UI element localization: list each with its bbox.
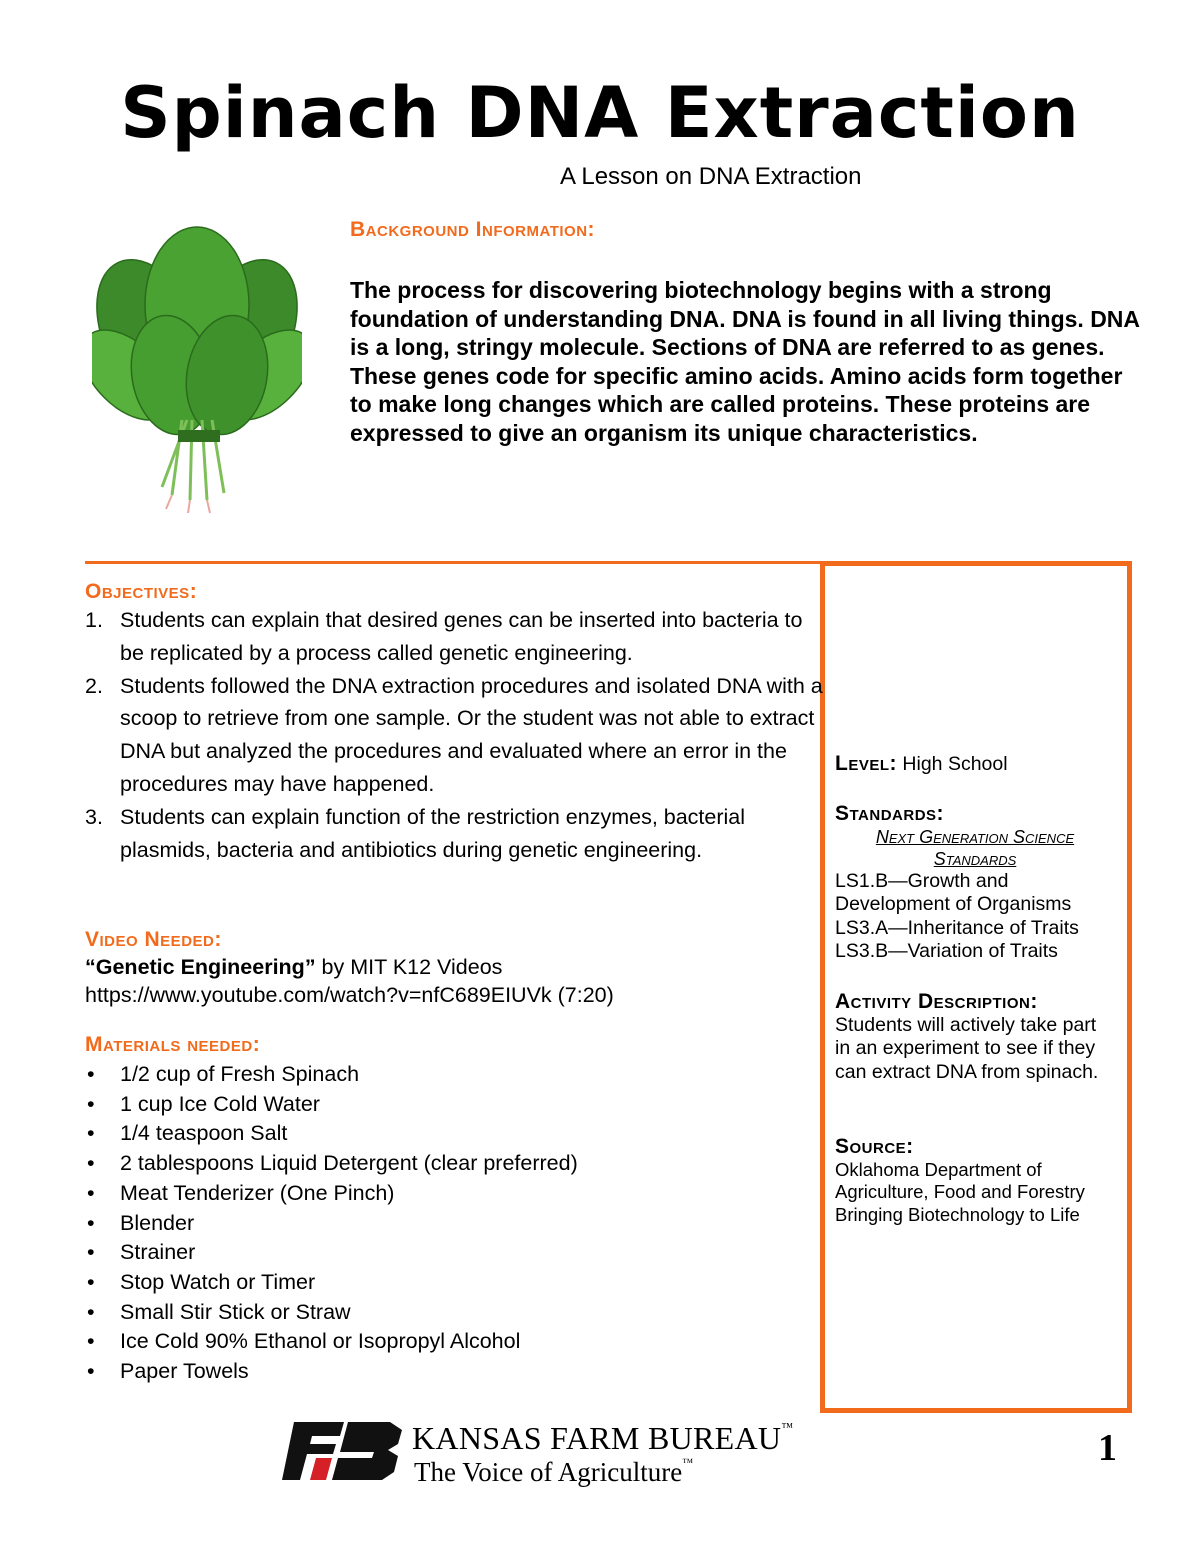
- material-item: [85, 1209, 578, 1239]
- objective-number: 3.: [85, 804, 103, 829]
- source-line: Oklahoma Department of Agriculture, Food and Forestry: [835, 1158, 1085, 1202]
- material-item: [85, 1357, 578, 1387]
- video-title: “Genetic Engineering”: [85, 955, 316, 979]
- material-item: [85, 1149, 578, 1179]
- objective-item: [85, 670, 825, 801]
- video-info: [85, 953, 614, 1009]
- material-text: Strainer: [120, 1240, 196, 1265]
- standard-item: LS1.B—Growth and Development of Organisms: [835, 869, 1072, 915]
- standards-heading: Standards:: [835, 802, 945, 825]
- source-heading: Source:: [835, 1135, 914, 1158]
- level-block: [835, 752, 1115, 777]
- level-label: Level:: [835, 752, 897, 775]
- objectives-heading: Objectives:: [85, 580, 198, 603]
- farm-bureau-logo: [282, 1420, 402, 1482]
- material-text: Blender: [120, 1210, 195, 1235]
- bullet: •: [87, 1269, 95, 1294]
- material-item: [85, 1119, 578, 1149]
- bullet: •: [87, 1151, 95, 1176]
- material-text: Small Stir Stick or Straw: [120, 1299, 351, 1324]
- page-subtitle: A Lesson on DNA Extraction: [560, 163, 862, 190]
- activity-text: Students will actively take part in an experiment to see if they can extract DNA from spinach.: [835, 1013, 1099, 1083]
- bullet: •: [87, 1180, 95, 1205]
- material-text: Ice Cold 90% Ethanol or Isopropyl Alcohol: [120, 1329, 521, 1354]
- page-number: 1: [1098, 1427, 1117, 1469]
- standards-title: Next Generation Science: [875, 826, 1075, 847]
- section-divider: [85, 561, 820, 564]
- material-item: [85, 1298, 578, 1328]
- objective-text: Students followed the DNA extraction procedures and isolated DNA with a scoop to retrieve from one sample. Or the student was not able to extract DNA but analyzed the procedures and evaluated where an error in the procedures may have happened.: [120, 673, 823, 796]
- activity-block: [835, 990, 1115, 1084]
- bullet: •: [87, 1210, 95, 1235]
- video-link[interactable]: https://www.youtube.com/watch?v=nfC689EIUVk (7:20): [85, 983, 614, 1007]
- objective-text: Students can explain that desired genes can be inserted into bacteria to be replicated by a process called genetic engineering.: [120, 608, 803, 665]
- objective-text: Students can explain function of the restriction enzymes, bacterial plasmids, bacteria and antibiotics during genetic engineering.: [120, 804, 746, 862]
- bullet: •: [87, 1062, 95, 1086]
- materials-heading: Materials needed:: [85, 1033, 261, 1056]
- page-title: Spinach DNA Extraction: [120, 72, 1080, 154]
- standards-block: [835, 802, 1115, 964]
- objective-number: 1.: [85, 608, 103, 632]
- sidebar-box: [820, 561, 1132, 1413]
- background-heading: Background Information:: [350, 218, 596, 241]
- material-text: Paper Towels: [120, 1359, 249, 1384]
- standard-item: LS3.A—Inheritance of Traits: [835, 916, 1079, 939]
- bullet: •: [87, 1091, 95, 1116]
- objective-number: 2.: [85, 673, 103, 698]
- material-item: [85, 1268, 578, 1298]
- materials-list: [85, 1060, 578, 1387]
- source-block: [835, 1135, 1115, 1226]
- org-name: KANSAS FARM BUREAU™: [412, 1420, 794, 1456]
- material-item: [85, 1179, 578, 1209]
- material-item: [85, 1060, 578, 1090]
- standards-title: Standards: [933, 848, 1017, 869]
- bullet: •: [87, 1299, 95, 1324]
- material-text: 2 tablespoons Liquid Detergent (clear preferred): [120, 1151, 578, 1176]
- material-text: 1 cup Ice Cold Water: [120, 1091, 320, 1116]
- activity-heading: Activity Description:: [835, 990, 1038, 1013]
- material-item: [85, 1238, 578, 1268]
- material-text: 1/2 cup of Fresh Spinach: [120, 1062, 360, 1086]
- material-item: [85, 1327, 578, 1357]
- material-text: 1/4 teaspoon Salt: [120, 1121, 288, 1146]
- material-text: Stop Watch or Timer: [120, 1269, 316, 1294]
- objectives-list: [85, 604, 825, 866]
- material-item: [85, 1090, 578, 1120]
- background-text: The process for discovering biotechnology begins with a strong foundation of understanding DNA. DNA is found in all living things. DNA is a long, stringy molecule. Sections of DNA are referred to as genes. These genes code for specific amino acids. Amino acids form together to make long changes which are called proteins. These proteins are expressed to give an organism its unique characteristics.: [350, 277, 1140, 446]
- org-tagline: The Voice of Agriculture™: [414, 1457, 693, 1487]
- bullet: •: [87, 1121, 95, 1146]
- bullet: •: [87, 1329, 95, 1354]
- material-text: Meat Tenderizer (One Pinch): [120, 1180, 395, 1205]
- video-heading: Video Needed:: [85, 928, 222, 951]
- source-line: Bringing Biotechnology to Life: [835, 1203, 1080, 1225]
- video-author: by MIT K12 Videos: [315, 955, 503, 979]
- bullet: •: [87, 1359, 95, 1384]
- bullet: •: [87, 1240, 95, 1265]
- level-value: High School: [897, 753, 1008, 775]
- standard-item: LS3.B—Variation of Traits: [835, 940, 1058, 962]
- objective-item: [85, 604, 825, 670]
- spinach-bunch-image: [92, 225, 302, 515]
- objective-item: [85, 801, 825, 867]
